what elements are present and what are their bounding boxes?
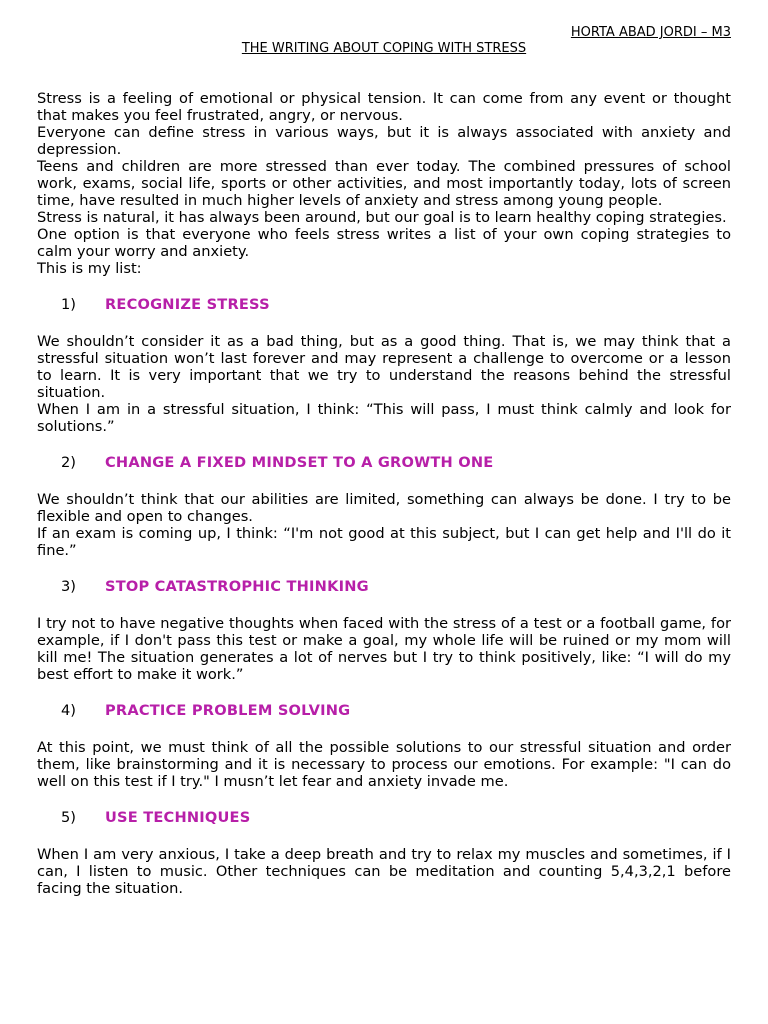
author-line: HORTA ABAD JORDI – M3 (570, 25, 731, 40)
section-title: CHANGE A FIXED MINDSET TO A GROWTH ONE (105, 454, 494, 471)
section-paragraph: We shouldn’t consider it as a bad thing, but as a good thing. That is, we may think that a stressful situation won’t last forever and may represent a challenge to overcome or a lesson to learn. It is very important that we try to understand the reasons behind the stressful situation. (37, 333, 731, 401)
intro-paragraph: Stress is a feeling of emotional or physical tension. It can come from any event or thought that makes you feel frustrated, angry, or nervous. (37, 90, 731, 124)
section-heading-2 (37, 454, 731, 471)
section-paragraph: When I am very anxious, I take a deep breath and try to relax my muscles and sometimes, if I can, I listen to music. Other techniques can be meditation and counting 5,4,3,2,1 before facing the situation. (37, 846, 731, 897)
section-title: STOP CATASTROPHIC THINKING (105, 578, 369, 595)
intro-paragraph: One option is that everyone who feels stress writes a list of your own coping strategies to calm your worry and anxiety. (37, 226, 731, 260)
section-heading-3 (37, 578, 731, 595)
document-body (37, 90, 731, 897)
section-number: 2) (61, 454, 76, 471)
section-title: USE TECHNIQUES (105, 809, 251, 826)
intro-paragraph: Stress is natural, it has always been around, but our goal is to learn healthy coping strategies. (37, 209, 727, 226)
section-heading-1 (37, 296, 731, 313)
section-title: RECOGNIZE STRESS (105, 296, 270, 313)
section-paragraph: When I am in a stressful situation, I think: “This will pass, I must think calmly and look for solutions.” (37, 401, 731, 435)
intro-paragraph: This is my list: (37, 260, 142, 277)
section-number: 3) (61, 578, 76, 595)
section-number: 1) (61, 296, 76, 313)
section-paragraph: We shouldn’t think that our abilities are limited, something can always be done. I try to be flexible and open to changes. (37, 491, 731, 525)
section-paragraph: At this point, we must think of all the possible solutions to our stressful situation and order them, like brainstorming and it is necessary to process our emotions. For example: "I can do well on this test if I try." I musn’t let fear and anxiety invade me. (37, 739, 731, 790)
section-heading-5 (37, 809, 731, 826)
document-title: THE WRITING ABOUT COPING WITH STRESS (241, 41, 527, 56)
section-paragraph: If an exam is coming up, I think: “I'm not good at this subject, but I can get help and I'll do it fine.” (37, 525, 731, 559)
section-title: PRACTICE PROBLEM SOLVING (105, 702, 351, 719)
section-paragraph: I try not to have negative thoughts when faced with the stress of a test or a football game, for example, if I don't pass this test or make a goal, my whole life will be ruined or my mom will kill me! The situation generates a lot of nerves but I try to think positively, like: “I will do my best effort to make it work.” (37, 615, 731, 683)
section-heading-4 (37, 702, 731, 719)
intro-paragraph: Everyone can define stress in various ways, but it is always associated with anxiety and depression. (37, 124, 731, 158)
section-number: 5) (61, 809, 76, 826)
intro-paragraph: Teens and children are more stressed than ever today. The combined pressures of school work, exams, social life, sports or other activities, and most importantly today, lots of screen time, have resulted in much higher levels of anxiety and stress among young people. (37, 158, 731, 209)
section-number: 4) (61, 702, 76, 719)
